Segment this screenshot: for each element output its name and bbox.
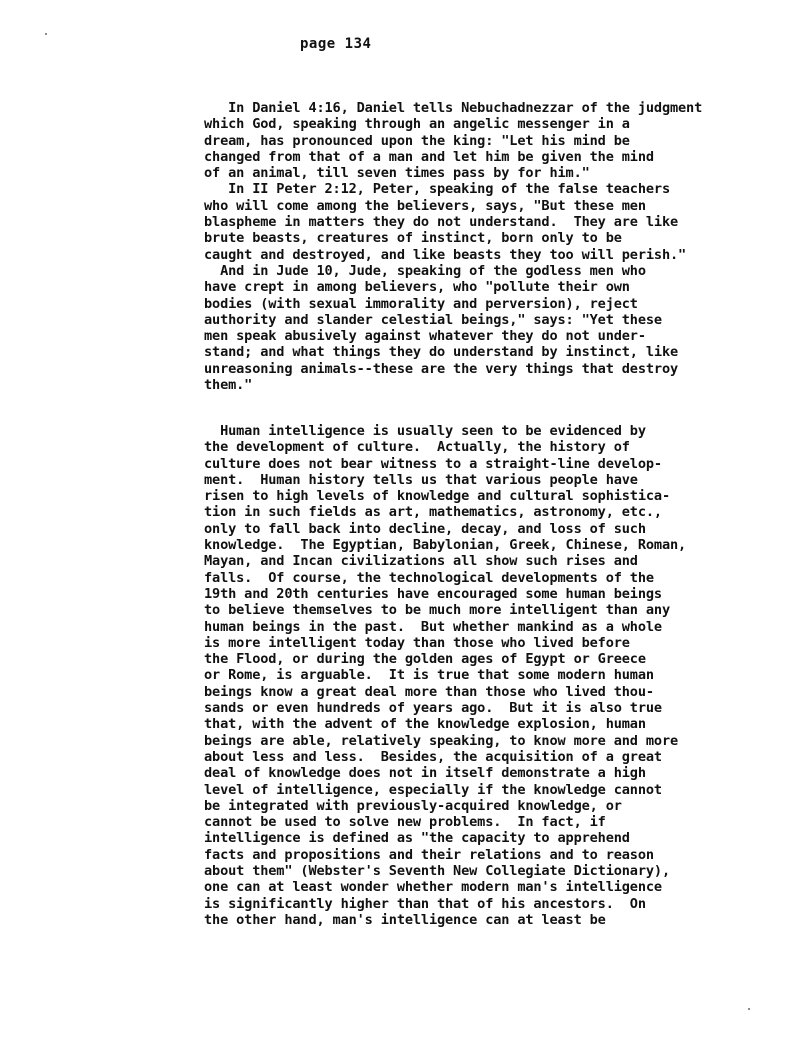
page-number: page 134 [300,36,372,52]
scripture-quotes-paragraphs [204,100,702,393]
scan-speck [45,33,47,35]
text-line: ment. Human history tells us that various people have [204,471,638,488]
text-line: culture does not bear witness to a straight-line develop- [204,455,662,472]
text-line: In Daniel 4:16, Daniel tells Nebuchadnezzar of the judgment [204,100,703,116]
text-line: cannot be used to solve new problems. In fact, if [204,814,606,831]
text-line: 19th and 20th centuries have encouraged some human beings [204,585,662,602]
text-line: tion in such fields as art, mathematics, astronomy, etc., [204,504,662,521]
text-line: sands or even hundreds of years ago. But it is also true [204,700,662,717]
text-line: authority and slander celestial beings," says: "Yet these [204,311,662,328]
text-line: risen to high levels of knowledge and cultural sophistica- [204,488,670,505]
human-intelligence-paragraph [204,423,686,928]
text-line: is more intelligent today than those who lived before [204,634,630,651]
text-line: unreasoning animals--these are the very things that destroy [204,360,679,377]
text-line: of an animal, till seven times pass by for him." [204,165,590,182]
text-line: about them" (Webster's Seventh New Collegiate Dictionary), [204,863,670,880]
text-line: to believe themselves to be much more intelligent than any [204,602,670,619]
text-line: dream, has pronounced upon the king: "Let his mind be [204,132,630,149]
text-line: brute beasts, creatures of instinct, born only to be [204,230,622,247]
scan-speck [748,1008,750,1010]
text-line: about less and less. Besides, the acquisition of a great [204,748,662,765]
text-line: stand; and what things they do understand by instinct, like [204,344,679,361]
text-line: beings are able, relatively speaking, to know more and more [204,732,679,749]
text-line: In II Peter 2:12, Peter, speaking of the false teachers [204,181,670,198]
text-line: or Rome, is arguable. It is true that some modern human [204,667,654,684]
text-line: deal of knowledge does not in itself demonstrate a high [204,765,646,782]
text-line: human beings in the past. But whether mankind as a whole [204,618,662,635]
text-line: blaspheme in matters they do not understand. They are like [204,214,679,231]
text-line: falls. Of course, the technological developments of the [204,569,654,586]
text-line: changed from that of a man and let him be given the mind [204,148,654,165]
text-line: which God, speaking through an angelic messenger in a [204,116,630,133]
text-line: who will come among the believers, says, "But these men [204,197,646,214]
text-line: men speak abusively against whatever they do not under- [204,328,646,345]
text-line: have crept in among believers, who "pollute their own [204,279,630,296]
text-line: Human intelligence is usually seen to be evidenced by [204,423,646,439]
text-line: beings know a great deal more than those who lived thou- [204,683,654,700]
text-line: be integrated with previously-acquired knowledge, or [204,797,622,814]
text-line: only to fall back into decline, decay, and loss of such [204,520,646,537]
text-line: facts and propositions and their relations and to reason [204,846,654,863]
text-line: them." [204,377,253,394]
text-line: that, with the advent of the knowledge explosion, human [204,716,646,733]
text-line: knowledge. The Egyptian, Babylonian, Greek, Chinese, Roman, [204,537,687,554]
text-line: the development of culture. Actually, the history of [204,439,630,456]
text-line: And in Jude 10, Jude, speaking of the godless men who [204,262,646,279]
text-line: the other hand, man's intelligence can at least be [204,911,606,928]
text-line: the Flood, or during the golden ages of Egypt or Greece [204,651,646,668]
text-line: is significantly higher than that of his ancestors. On [204,895,646,912]
text-line: one can at least wonder whether modern man's intelligence [204,879,662,896]
text-line: caught and destroyed, and like beasts they too will perish." [204,246,687,263]
text-line: intelligence is defined as "the capacity to apprehend [204,830,630,847]
text-line: bodies (with sexual immorality and perversion), reject [204,295,638,312]
text-line: level of intelligence, especially if the knowledge cannot [204,781,662,798]
text-line: Mayan, and Incan civilizations all show such rises and [204,553,638,570]
